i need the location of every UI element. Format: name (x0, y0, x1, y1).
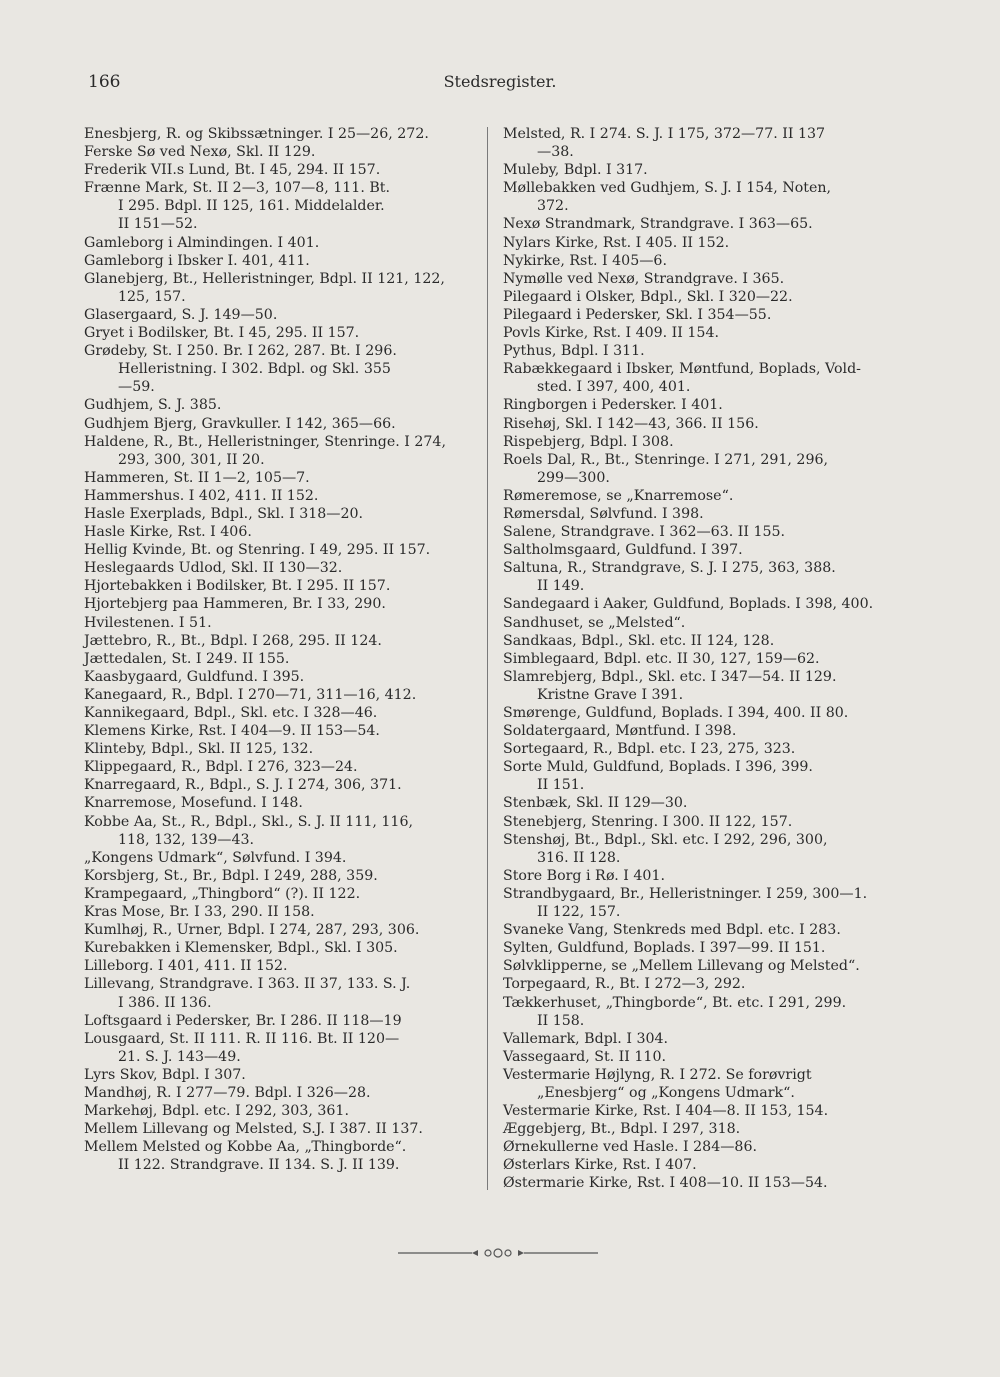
index-entry (503, 451, 908, 487)
entry-line: Muleby, Bdpl. I 317. (503, 162, 648, 179)
index-entry (84, 1138, 474, 1174)
entry-line: Nylars Kirke, Rst. I 405. II 152. (503, 234, 730, 251)
entry-line: Vassegaard, St. II 110. (503, 1048, 666, 1065)
entry-line: Rispebjerg, Bdpl. I 308. (503, 433, 674, 450)
index-entry (503, 1156, 908, 1174)
entry-line: Sandkaas, Bdpl., Skl. etc. II 124, 128. (503, 632, 775, 649)
entry-line: Gamleborg i Almindingen. I 401. (84, 234, 320, 251)
entry-continuation: —59. (118, 379, 155, 396)
entry-line: Sorte Muld, Guldfund, Boplads. I 396, 399. (503, 759, 813, 776)
entry-line: Saltuna, R., Strandgrave, S. J. I 275, 363, 388. (503, 560, 836, 577)
entry-continuation: sted. I 397, 400, 401. (537, 379, 691, 396)
index-entry (84, 885, 474, 903)
entry-line: Kras Mose, Br. I 33, 290. II 158. (84, 904, 315, 921)
entry-line: Nykirke, Rst. I 405—6. (503, 252, 667, 269)
index-entry (84, 523, 474, 541)
entry-line: Hvilestenen. I 51. (84, 614, 212, 631)
entry-line: Hasle Kirke, Rst. I 406. (84, 524, 252, 541)
index-entry (84, 903, 474, 921)
index-entry (503, 885, 908, 921)
index-entry (503, 360, 908, 396)
entry-line: Torpegaard, R., Bt. I 272—3, 292. (503, 976, 746, 993)
index-entry (503, 342, 908, 360)
index-entry (84, 758, 474, 776)
entry-continuation: II 158. (537, 1012, 585, 1029)
index-entry (503, 1102, 908, 1120)
entry-continuation: II 122. Strandgrave. II 134. S. J. II 139. (118, 1157, 400, 1174)
entry-line: Sandhuset, se „Melsted“. (503, 614, 686, 631)
index-entry (84, 1084, 474, 1102)
index-entry (503, 252, 908, 270)
index-entry (503, 704, 908, 722)
index-entry (503, 921, 908, 939)
index-entry (84, 813, 474, 849)
index-entry (84, 179, 474, 233)
entry-line: Heslegaards Udlod, Skl. II 130—32. (84, 560, 343, 577)
entry-line: „Kongens Udmark“, Sølvfund. I 394. (84, 849, 347, 866)
index-entry (84, 1120, 474, 1138)
index-entry (503, 487, 908, 505)
entry-line: Kannikegaard, Bdpl., Skl. etc. I 328—46. (84, 705, 378, 721)
entry-line: Risehøj, Skl. I 142—43, 366. II 156. (503, 415, 759, 432)
entry-line: Kaasbygaard, Guldfund. I 395. (84, 668, 305, 685)
index-entry (84, 1066, 474, 1084)
index-entry (503, 234, 908, 252)
entry-line: Pilegaard i Pedersker, Skl. I 354—55. (503, 306, 772, 323)
left-column (84, 125, 474, 1174)
index-entry (84, 740, 474, 758)
entry-continuation: I 295. Bdpl. II 125, 161. Middelalder. (118, 198, 385, 215)
entry-continuation: 125, 157. (118, 288, 186, 305)
entry-line: Knarremose, Mosefund. I 148. (84, 795, 303, 812)
index-entry (84, 433, 474, 469)
entry-line: Salene, Strandgrave. I 362—63. II 155. (503, 524, 786, 541)
entry-line: Stenbæk, Skl. II 129—30. (503, 795, 688, 812)
entry-continuation: II 151. (537, 777, 585, 794)
index-entry (503, 939, 908, 957)
entry-line: Kanegaard, R., Bdpl. I 270—71, 311—16, 412. (84, 686, 417, 703)
entry-line: Kumlhøj, R., Urner, Bdpl. I 274, 287, 293, 306. (84, 922, 420, 939)
end-ornament-icon (398, 1246, 598, 1260)
page-number: 166 (88, 72, 121, 92)
index-entry (84, 342, 474, 396)
entry-line: Mellem Melsted og Kobbe Aa, „Thingborde“. (84, 1139, 407, 1156)
entry-line: Lilleborg. I 401, 411. II 152. (84, 958, 288, 975)
entry-line: Markehøj, Bdpl. etc. I 292, 303, 361. (84, 1103, 349, 1120)
entry-line: Hellig Kvinde, Bt. og Stenring. I 49, 295. II 157. (84, 542, 431, 559)
entry-line: Strandbygaard, Br., Helleristninger. I 259, 300—1. (503, 885, 868, 902)
entry-line: Hammeren, St. II 1—2, 105—7. (84, 469, 310, 486)
index-entry (84, 306, 474, 324)
entry-line: Hammershus. I 402, 411. II 152. (84, 487, 319, 504)
index-entry (84, 143, 474, 161)
entry-line: Sortegaard, R., Bdpl. etc. I 23, 275, 323. (503, 741, 796, 758)
entry-line: Mandhøj, R. I 277—79. Bdpl. I 326—28. (84, 1084, 371, 1101)
entry-line: Pythus, Bdpl. I 311. (503, 343, 645, 360)
entry-line: Hasle Exerplads, Bdpl., Skl. I 318—20. (84, 505, 364, 522)
index-entry (503, 1138, 908, 1156)
index-entry (503, 559, 908, 595)
index-entry (84, 1102, 474, 1120)
entry-continuation: —38. (537, 144, 574, 161)
entry-line: Rømersdal, Sølvfund. I 398. (503, 505, 704, 522)
entry-line: Kobbe Aa, St., R., Bdpl., Skl., S. J. II 111, 116, (84, 813, 413, 830)
index-entry (503, 1120, 908, 1138)
entry-line: Tækkerhuset, „Thingborde“, Bt. etc. I 291, 299. (503, 994, 847, 1011)
entry-line: Vallemark, Bdpl. I 304. (503, 1030, 669, 1047)
entry-continuation: 299—300. (537, 469, 610, 486)
entry-line: Slamrebjerg, Bdpl., Skl. etc. I 347—54. II 129. (503, 668, 837, 685)
index-entry (503, 1174, 908, 1192)
index-entry (503, 867, 908, 885)
index-entry (503, 179, 908, 215)
index-entry (503, 650, 908, 668)
index-entry (84, 505, 474, 523)
index-entry (84, 704, 474, 722)
index-entry (84, 867, 474, 885)
entry-line: Jættebro, R., Bt., Bdpl. I 268, 295. II 124. (84, 632, 382, 649)
index-entry (84, 324, 474, 342)
index-entry (84, 1012, 474, 1030)
entry-line: Ringborgen i Pedersker. I 401. (503, 397, 723, 414)
index-entry (503, 541, 908, 559)
entry-line: Korsbjerg, St., Br., Bdpl. I 249, 288, 359. (84, 867, 378, 884)
entry-continuation: 316. II 128. (537, 849, 621, 866)
index-entry (503, 1066, 908, 1102)
index-entry (84, 632, 474, 650)
index-entry (503, 758, 908, 794)
index-entry (503, 740, 908, 758)
entry-line: Store Borg i Rø. I 401. (503, 867, 665, 884)
index-entry (503, 1030, 908, 1048)
entry-line: Jættedalen, St. I 249. II 155. (84, 650, 290, 667)
entry-line: Hjortebjerg paa Hammeren, Br. I 33, 290. (84, 596, 386, 613)
entry-line: Smørenge, Guldfund, Boplads. I 394, 400. II 80. (503, 705, 849, 721)
entry-line: Østermarie Kirke, Rst. I 408—10. II 153—54. (503, 1175, 828, 1192)
index-entry (84, 577, 474, 595)
right-column (503, 125, 908, 1193)
index-entry (84, 415, 474, 433)
entry-line: Østerlars Kirke, Rst. I 407. (503, 1157, 697, 1174)
index-entry (503, 722, 908, 740)
index-entry (503, 957, 908, 975)
entry-continuation: „Enesbjerg“ og „Kongens Udmark“. (537, 1084, 795, 1101)
index-entry (503, 975, 908, 993)
index-entry (84, 939, 474, 957)
entry-line: Nymølle ved Nexø, Strandgrave. I 365. (503, 270, 785, 287)
entry-line: Gudhjem, S. J. 385. (84, 397, 222, 414)
entry-line: Frederik VII.s Lund, Bt. I 45, 294. II 157. (84, 162, 381, 179)
index-entry (503, 831, 908, 867)
index-entry (84, 686, 474, 704)
index-entry (84, 776, 474, 794)
index-entry (503, 288, 908, 306)
entry-line: Vestermarie Højlyng, R. I 272. Se forøvrigt (503, 1066, 812, 1083)
entry-line: Ferske Sø ved Nexø, Skl. II 129. (84, 144, 316, 161)
entry-line: Lyrs Skov, Bdpl. I 307. (84, 1066, 246, 1083)
index-entry (503, 614, 908, 632)
index-entry (503, 794, 908, 812)
entry-line: Saltholmsgaard, Guldfund. I 397. (503, 542, 743, 559)
entry-line: Svaneke Vang, Stenkreds med Bdpl. etc. I 283. (503, 922, 841, 939)
entry-continuation: II 122, 157. (537, 904, 621, 921)
index-entry (503, 125, 908, 161)
index-entry (84, 559, 474, 577)
index-entry (84, 252, 474, 270)
entry-line: Klinteby, Bdpl., Skl. II 125, 132. (84, 741, 314, 758)
entry-continuation: 372. (537, 198, 569, 215)
entry-line: Roels Dal, R., Bt., Stenringe. I 271, 291, 296, (503, 451, 829, 468)
entry-line: Rabækkegaard i Ibsker, Møntfund, Boplads, Vold- (503, 361, 861, 378)
index-entry (503, 433, 908, 451)
index-entry (503, 396, 908, 414)
index-entry (503, 324, 908, 342)
index-entry (503, 668, 908, 704)
entry-continuation: II 149. (537, 578, 585, 595)
index-entry (503, 161, 908, 179)
index-entry (503, 505, 908, 523)
entry-line: Grødeby, St. I 250. Br. I 262, 287. Bt. I 296. (84, 343, 397, 360)
index-entry (503, 994, 908, 1030)
entry-line: Gudhjem Bjerg, Gravkuller. I 142, 365—66. (84, 415, 396, 432)
entry-line: Lousgaard, St. II 111. R. II 116. Bt. II 120— (84, 1030, 400, 1047)
entry-line: Vestermarie Kirke, Rst. I 404—8. II 153, 154. (503, 1103, 829, 1120)
index-entry (84, 595, 474, 613)
entry-line: Rømeremose, se „Knarremose“. (503, 487, 734, 504)
entry-line: Haldene, R., Bt., Helleristninger, Stenringe. I 274, (84, 433, 446, 450)
index-entry (84, 794, 474, 812)
entry-line: Klippegaard, R., Bdpl. I 276, 323—24. (84, 759, 358, 776)
entry-line: Hjortebakken i Bodilsker, Bt. I 295. II 157. (84, 578, 391, 595)
index-entry (84, 469, 474, 487)
index-entry (503, 595, 908, 613)
index-entry (503, 1048, 908, 1066)
entry-continuation: II 151—52. (118, 216, 198, 233)
index-entry (84, 487, 474, 505)
entry-line: Æggebjerg, Bt., Bdpl. I 297, 318. (503, 1121, 741, 1138)
entry-continuation: Kristne Grave I 391. (537, 686, 684, 703)
entry-line: Pilegaard i Olsker, Bdpl., Skl. I 320—22. (503, 288, 793, 305)
index-entry (503, 632, 908, 650)
entry-line: Stenshøj, Bt., Bdpl., Skl. etc. I 292, 296, 300, (503, 831, 828, 848)
entry-line: Simblegaard, Bdpl. etc. II 30, 127, 159—62. (503, 650, 820, 667)
entry-line: Glanebjerg, Bt., Helleristninger, Bdpl. II 121, 122, (84, 270, 445, 287)
entry-line: Soldatergaard, Møntfund. I 398. (503, 723, 737, 740)
entry-line: Glasergaard, S. J. 149—50. (84, 306, 278, 323)
index-entry (84, 541, 474, 559)
entry-line: Enesbjerg, R. og Skibssætninger. I 25—26, 272. (84, 126, 429, 142)
index-entry (84, 234, 474, 252)
entry-line: Sølvklipperne, se „Mellem Lillevang og Melsted“. (503, 958, 860, 975)
entry-line: Krampegaard, „Thingbord“ (?). II 122. (84, 885, 361, 902)
column-divider (487, 127, 488, 1190)
index-entry (84, 396, 474, 414)
entry-continuation: 118, 132, 139—43. (118, 831, 255, 848)
entry-line: Loftsgaard i Pedersker, Br. I 286. II 118—19 (84, 1012, 402, 1029)
entry-continuation: 293, 300, 301, II 20. (118, 451, 265, 468)
entry-line: Mellem Lillevang og Melsted, S.J. I 387. II 137. (84, 1121, 423, 1138)
entry-continuation: Helleristning. I 302. Bdpl. og Skl. 355 (118, 361, 391, 378)
entry-line: Gryet i Bodilsker, Bt. I 45, 295. II 157. (84, 325, 360, 342)
entry-line: Sylten, Guldfund, Boplads. I 397—99. II 151. (503, 940, 826, 957)
index-entry (503, 415, 908, 433)
index-entry (84, 921, 474, 939)
index-entry (503, 215, 908, 233)
index-entry (84, 125, 474, 143)
index-entry (503, 306, 908, 324)
index-entry (84, 1030, 474, 1066)
index-entry (84, 650, 474, 668)
entry-line: Kurebakken i Klemensker, Bdpl., Skl. I 305. (84, 940, 398, 957)
entry-line: Møllebakken ved Gudhjem, S. J. I 154, Noten, (503, 180, 832, 197)
index-entry (84, 270, 474, 306)
entry-line: Knarregaard, R., Bdpl., S. J. I 274, 306, 371. (84, 777, 402, 794)
entry-continuation: 21. S. J. 143—49. (118, 1048, 241, 1065)
index-entry (503, 813, 908, 831)
entry-line: Lillevang, Strandgrave. I 363. II 37, 133. S. J. (84, 976, 411, 993)
entry-line: Sandegaard i Aaker, Guldfund, Boplads. I 398, 400. (503, 596, 874, 613)
index-entry (503, 523, 908, 541)
index-entry (84, 161, 474, 179)
entry-line: Klemens Kirke, Rst. I 404—9. II 153—54. (84, 723, 380, 740)
index-entry (84, 957, 474, 975)
index-entry (84, 722, 474, 740)
entry-line: Gamleborg i Ibsker I. 401, 411. (84, 252, 310, 269)
index-entry (84, 614, 474, 632)
running-head: Stedsregister. (443, 72, 557, 91)
entry-line: Nexø Strandmark, Strandgrave. I 363—65. (503, 216, 813, 233)
index-entry (84, 668, 474, 686)
entry-line: Frænne Mark, St. II 2—3, 107—8, 111. Bt. (84, 180, 390, 197)
entry-continuation: I 386. II 136. (118, 994, 212, 1011)
index-entry (503, 270, 908, 288)
entry-line: Melsted, R. I 274. S. J. I 175, 372—77. II 137 (503, 126, 826, 142)
index-entry (84, 849, 474, 867)
entry-line: Povls Kirke, Rst. I 409. II 154. (503, 325, 719, 342)
index-entry (84, 975, 474, 1011)
entry-line: Ørnekullerne ved Hasle. I 284—86. (503, 1139, 757, 1156)
entry-line: Stenebjerg, Stenring. I 300. II 122, 157. (503, 813, 793, 830)
